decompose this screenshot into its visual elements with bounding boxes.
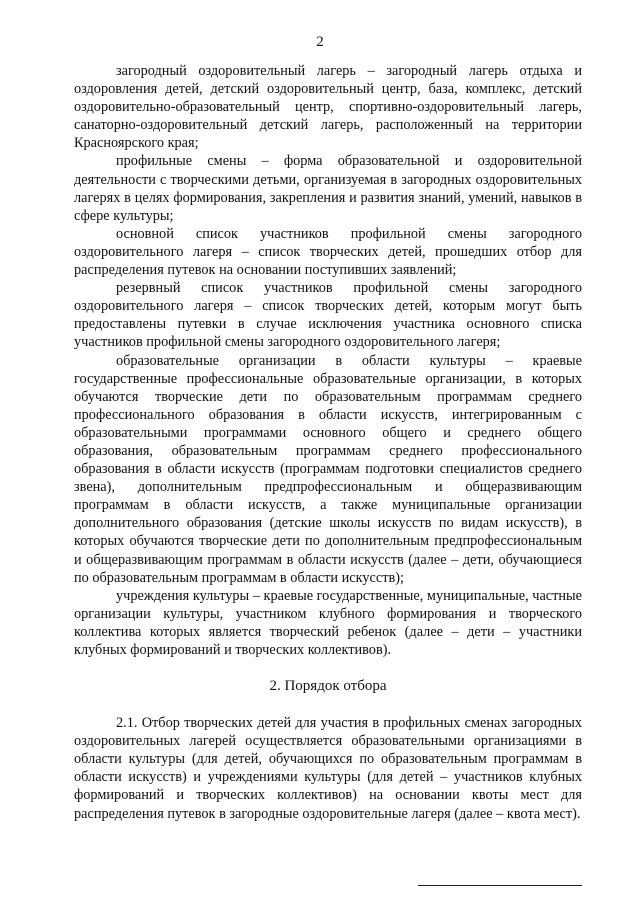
definition-paragraph: профильные смены – форма образовательной и оздоровительной деятельности с творческими детьми, организуемая в загородных оздоровительных лагерях в целях формирования, закрепления и развития знаний, умений, навыков в сфере культуры;	[74, 153, 582, 224]
definition-paragraph: образовательные организации в области культуры – краевые государственные профессиональные образовательные организации, в которых обучаются творческие дети по образовательным программам среднего профессионального образования в области искусств, интегрированным с образовательными программами основного общего и среднего общего образования, образовательным программам среднего профессионального образования в области искусств (программам подготовки специалистов среднего звена), дополнительным предпрофессиональным и общеразвивающим программам в области искусств, а также муниципальные организации дополнительного образования (детские школы искусств по видам искусств), в которых обучаются творческие дети по дополнительным предпрофессиональным и общеразвивающим программам в области искусств (далее – дети, обучающиеся по образовательным программам в области искусств);	[74, 352, 582, 586]
section-heading: 2. Порядок отбора	[269, 678, 387, 695]
section-paragraph: 2.1. Отбор творческих детей для участия в профильных сменах загородных оздоровительных лагерей осуществляется образовательными организациями в области культуры (для детей, обучающихся по образовательным программам в области искусств) и учреждениями культуры (для детей – участников клубных формирований и творческих коллективов) на основании квоты мест для распределения путевок в загородные оздоровительные лагеря (далее – квота мест).	[74, 715, 582, 822]
document-body	[74, 62, 582, 823]
definition-paragraph: основной список участников профильной смены загородного оздоровительного лагеря – список творческих детей, прошедших отбор для распределения путевок на основании поступивших заявлений;	[74, 225, 582, 279]
definition-paragraph: загородный оздоровительный лагерь – загородный лагерь отдыха и оздоровления детей, детский оздоровительный центр, база, комплекс, детский оздоровительно-образовательный центр, спортивно-оздоровительный лагерь, санаторно-оздоровительный детский лагерь, расположенный на территории Красноярского края;	[74, 63, 582, 152]
footnote-divider	[418, 885, 582, 886]
page-number: 2	[316, 34, 324, 50]
definition-paragraph: учреждения культуры – краевые государственные, муниципальные, частные организации культуры, участником клубного формирования и творческого коллектива которых является творческий ребенок (далее – дети – участники клубных формирований и творческих коллективов).	[74, 587, 582, 658]
definition-paragraph: резервный список участников профильной смены загородного оздоровительного лагеря – список творческих детей, которым могут быть предоставлены путевки в случае исключения участника основного списка участников профильной смены загородного оздоровительного лагеря;	[74, 280, 582, 351]
